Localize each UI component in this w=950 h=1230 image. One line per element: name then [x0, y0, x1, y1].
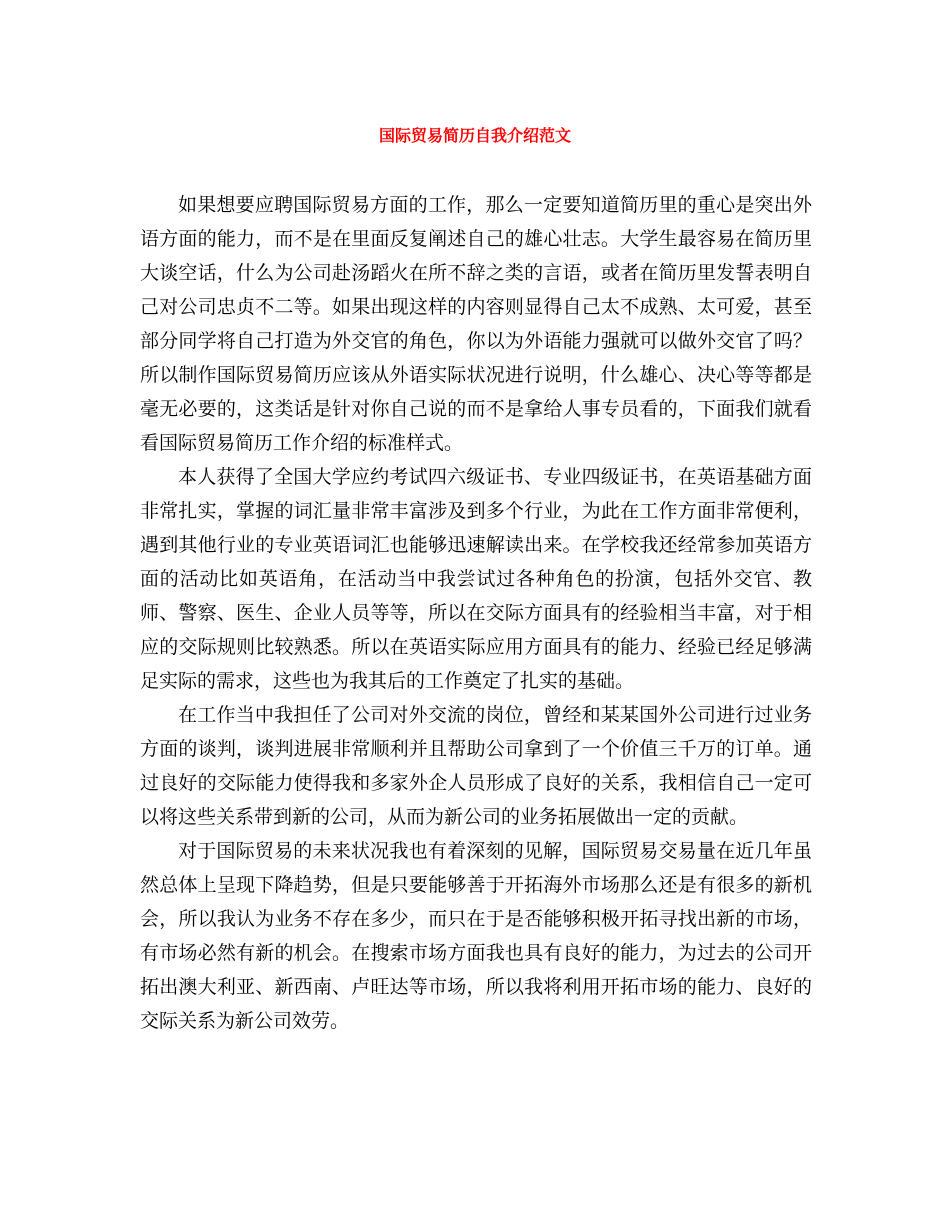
paragraph-1: 如果想要应聘国际贸易方面的工作，那么一定要知道简历里的重心是突出外语方面的能力，而不是在里面反复阐述自己的雄心壮志。大学生最容易在简历里大谈空话，什么为公司赴汤蹈火在所不辞之类的言语，或者在简历里发誓表明自己对公司忠贞不二等。如果出现这样的内容则显得自己太不成熟、太可爱，甚至部分同学将自己打造为外交官的角色，你以为外语能力强就可以做外交官了吗？所以制作国际贸易简历应该从外语实际状况进行说明，什么雄心、决心等等都是毫无必要的，这类话是针对你自己说的而不是拿给人事专员看的，下面我们就看看国际贸易简历工作介绍的标准样式。 — [140, 194, 812, 454]
paragraph-3: 在工作当中我担任了公司对外交流的岗位，曾经和某某国外公司进行过业务方面的谈判，谈判进展非常顺利并且帮助公司拿到了一个价值三千万的订单。通过良好的交际能力使得我和多家外企人员形成了良好的关系，我相信自己一定可以将这些关系带到新的公司，从而为新公司的业务拓展做出一定的贡献。 — [140, 704, 812, 828]
document-body — [140, 188, 812, 1038]
document-title: 国际贸易简历自我介绍范文 — [378, 126, 571, 145]
paragraph-2: 本人获得了全国大学应约考试四六级证书、专业四级证书，在英语基础方面非常扎实，掌握的词汇量非常丰富涉及到多个行业，为此在工作方面非常便利，遇到其他行业的专业英语词汇也能够迅速解读出来。在学校我还经常参加英语方面的活动比如英语角，在活动当中我尝试过各种角色的扮演，包括外交官、教师、警察、医生、企业人员等等，所以在交际方面具有的经验相当丰富，对于相应的交际规则比较熟悉。所以在英语实际应用方面具有的能力、经验已经足够满足实际的需求，这些也为我其后的工作奠定了扎实的基础。 — [140, 466, 812, 692]
paragraph-4: 对于国际贸易的未来状况我也有着深刻的见解，国际贸易交易量在近几年虽然总体上呈现下降趋势，但是只要能够善于开拓海外市场那么还是有很多的新机会，所以我认为业务不存在多少，而只在于是否能够积极开拓寻找出新的市场，有市场必然有新的机会。在搜索市场方面我也具有良好的能力，为过去的公司开拓出澳大利亚、新西南、卢旺达等市场，所以我将利用开拓市场的能力、良好的交际关系为新公司效劳。 — [140, 840, 812, 1032]
